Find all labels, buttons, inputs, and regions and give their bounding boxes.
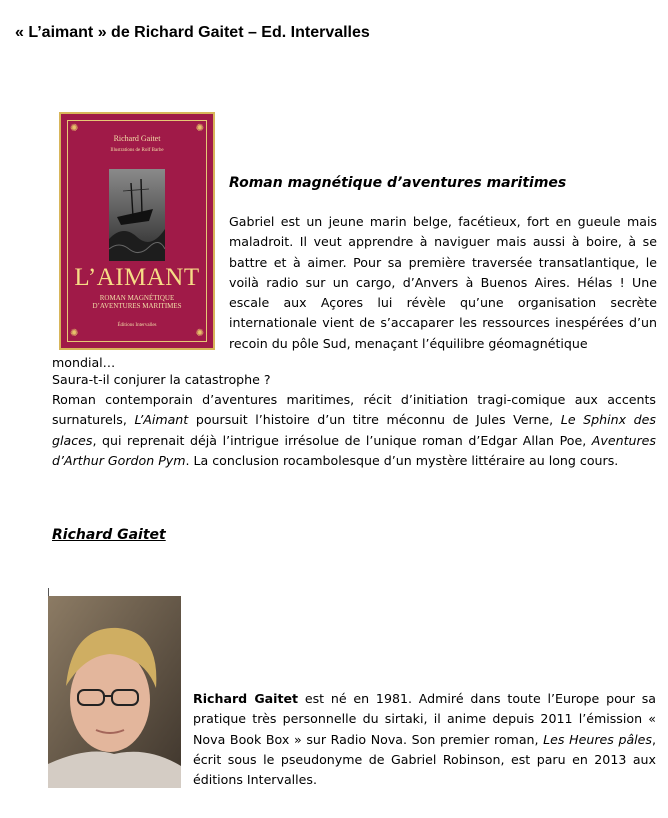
author-photo (48, 596, 181, 788)
cover-ornament-icon: ✺ (70, 123, 79, 134)
cover-ornament-icon: ✺ (195, 123, 204, 134)
description-text: poursuit l’histoire d’un titre méconnu de Jules Verne, (188, 412, 561, 428)
author-name: Richard Gaitet (193, 691, 299, 706)
cover-ship-illustration (109, 169, 165, 261)
description-text: . La conclusion rocambolesque d’un mystère littéraire au long cours. (185, 452, 619, 468)
book-question: Saura-t-il conjurer la catastrophe ? (52, 372, 271, 387)
cover-subtitle-line: D’AVENTURES MARITIMES (92, 302, 182, 310)
book-description-paragraph (52, 390, 656, 471)
bio-text: , écrit sous le pseudonyme de Gabriel Robinson, est paru en 2013 aux éditions Intervalles. (193, 731, 656, 788)
cover-ornament-icon: ✺ (195, 328, 204, 339)
cover-author: Richard Gaitet (113, 134, 161, 143)
cover-title: L’AIMANT (74, 264, 200, 291)
book-summary-paragraph: Gabriel est un jeune marin belge, facétieux, fort en gueule mais maladroit. Il veut apprendre à naviguer mais aussi à boire, à se battre et à aimer. Pour sa première traversée transatlantique, le voilà radio sur un cargo, d’Anvers à Buenos Aires. Hélas ! Une escale aux Açores lui révèle qu’une organisation secrète internationale vient de s’accaparer les ressources inespérées d’un recoin du pôle Sud, menaçant l’équilibre géomagnétique (229, 214, 657, 351)
cover-subtitle-line: ROMAN MAGNÉTIQUE (99, 294, 175, 302)
book-title-ref: Les Heures pâles (543, 731, 652, 747)
bio-text: est né en 1981. Admiré dans toute l’Europe pour sa pratique très personnelle du sirtaki, il anime depuis 2011 l’émission « Nova Book Box » sur Radio Nova. Son premier roman, (193, 691, 656, 747)
book-subtitle: Roman magnétique d’aventures maritimes (229, 175, 567, 191)
description-text: , qui reprenait déjà l’intrigue irrésolue de l’unique roman d’Edgar Allan Poe, (92, 432, 592, 448)
cover-ornament-icon: ✺ (70, 328, 79, 339)
book-title-ref: Le Sphinx des glaces (52, 412, 656, 448)
page-title: « L’aimant » de Richard Gaitet – Ed. Intervalles (15, 24, 370, 41)
author-bio-paragraph (193, 689, 656, 790)
book-title-ref: L’Aimant (134, 412, 189, 428)
author-heading: Richard Gaitet (52, 527, 166, 543)
book-title-ref: Aventures d’Arthur Gordon Pym (52, 432, 656, 468)
cover-publisher: Éditions Intervalles (117, 323, 157, 328)
cover-subtitle (61, 294, 213, 310)
description-text: Roman contemporain d’aventures maritimes, récit d’initiation tragi-comique aux accents surnaturels, (52, 392, 656, 428)
book-cover-image (59, 112, 215, 350)
cover-illustrator: Illustrations de Rolf Barbe (110, 148, 164, 153)
book-summary-end: mondial… (52, 355, 116, 370)
